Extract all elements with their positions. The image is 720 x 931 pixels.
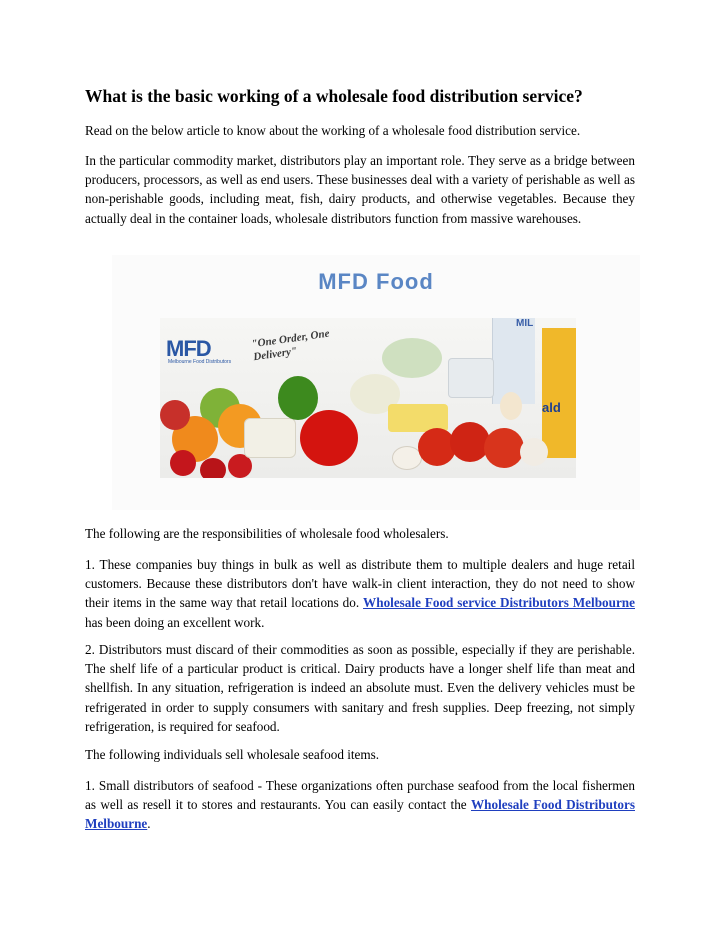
apple-shape [160, 400, 190, 430]
sellers-intro: The following individuals sell wholesale seafood items. [85, 747, 380, 762]
carton-label: MIL [516, 318, 534, 329]
capsicum-shape [300, 410, 358, 466]
wholesale-food-service-link[interactable]: Wholesale Food service Distributors Melbourne [363, 595, 635, 611]
capsicum-shape [278, 376, 318, 420]
food-photo [160, 318, 576, 478]
wholesale-food-distributors-link[interactable]: Wholesale Food Distributors Melbourne [85, 797, 635, 832]
grocery-box [542, 328, 576, 458]
seller-item-1: 1. Small distributors of seafood - These organizations often purchase seafood from the local fishermen as well as resell it to stores and restaurants. You can easily contact the Wholesale Food Distributors Melbourne. [85, 778, 635, 832]
intro-paragraph: Read on the below article to know about the working of a wholesale food distribution service. [85, 123, 581, 138]
broccoli-shape [382, 338, 442, 378]
milk-carton [492, 318, 535, 404]
tomato-shape [484, 428, 524, 468]
strawberry-shape [200, 458, 226, 478]
article-title: What is the basic working of a wholesale food distribution service? [85, 86, 583, 106]
mfd-food-image [112, 255, 640, 510]
responsibilities-intro: The following are the responsibilities of wholesale food wholesalers. [85, 526, 449, 541]
responsibility-item-1: 1. These companies buy things in bulk as well as distribute them to multiple dealers and huge retail customers. Because these distributors don't have walk-in client interaction, they do not need to show their items in the same way that retail locations do. Wholesale Food service Distributors Melbourne has been doing an excellent work. [85, 557, 635, 630]
strawberry-shape [170, 450, 196, 476]
responsibility-item-2: 2. Distributors must discard of their commodities as soon as possible, especially if they are perishable. The shelf life of a particular product is critical. Dairy products have a longer shelf life than meat and shellfish. In any situation, refrigeration is indeed an absolute must. Even the delivery vehicles must be refrigerated in order to supply consumers with sanitary and fresh supplies. Deep freezing, not simply refrigeration, is required for seafood. [85, 642, 635, 734]
mfd-logo: MFD Melbourne Food Distributors [166, 336, 232, 365]
cream-tub-shape [244, 418, 296, 458]
egg-shape [500, 392, 522, 420]
box-label: ald [542, 400, 561, 415]
paragraph-distributors-role: In the particular commodity market, distributors play an important role. They serve as a bridge between producers, processors, as well as end users. These businesses deal with a variety of perishable as well as non-perishable goods, including meat, fish, dairy products, and otherwise vegetables. Because they actually deal in the container loads, wholesale distributors function from massive warehouses. [85, 153, 635, 226]
banner-title: MFD Food [318, 269, 434, 294]
garlic-shape [520, 438, 548, 466]
dairy-tub [448, 358, 494, 398]
slogan-text: "One Order, One Delivery" [250, 327, 331, 364]
